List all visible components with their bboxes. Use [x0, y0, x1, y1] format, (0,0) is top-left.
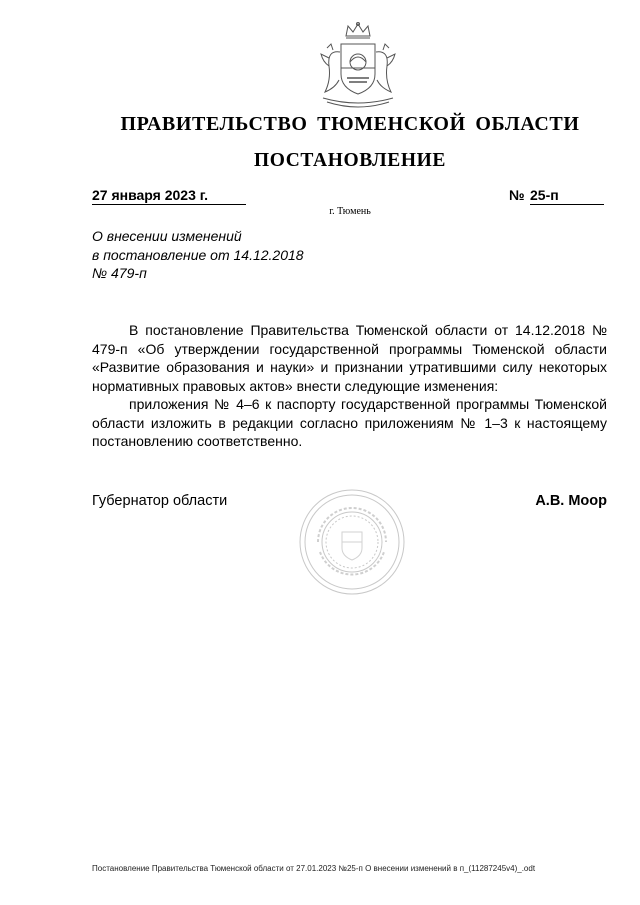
page-footer: Постановление Правительства Тюменской области от 27.01.2023 №25-п О внесении изменений в п_(11287245v4)_.odt	[92, 864, 536, 873]
document-body	[92, 321, 607, 451]
body-paragraph: В постановление Правительства Тюменской области от 14.12.2018 № 479-п «Об утверждении государственной программы Тюменской области «Развитие образования и науки» и признании утратившими силу некоторых нормативных правовых актов» внести следующие изменения:	[92, 322, 607, 394]
organization-title: ПРАВИТЕЛЬСТВО ТЮМЕНСКОЙ ОБЛАСТИ	[120, 113, 580, 135]
body-paragraph: приложения № 4–6 к паспорту государственной программы Тюменской области изложить в редакции согласно приложениям № 1–3 к настоящему постановлению соответственно.	[92, 396, 607, 449]
signer-position: Губернатор области	[92, 493, 228, 509]
document-number: 25-п	[530, 187, 604, 205]
document-subject	[92, 227, 304, 283]
number-label: №	[509, 187, 525, 203]
coat-of-arms-icon	[315, 22, 401, 114]
document-type-title: ПОСТАНОВЛЕНИЕ	[253, 150, 447, 171]
subject-line: № 479-п	[92, 265, 147, 281]
document-date: 27 января 2023 г.	[92, 187, 246, 205]
official-seal-icon	[298, 488, 406, 596]
city-label: г. Тюмень	[329, 206, 371, 217]
signer-name: А.В. Моор	[535, 493, 607, 509]
subject-line: О внесении изменений	[92, 228, 242, 244]
subject-line: в постановление от 14.12.2018	[92, 246, 304, 263]
